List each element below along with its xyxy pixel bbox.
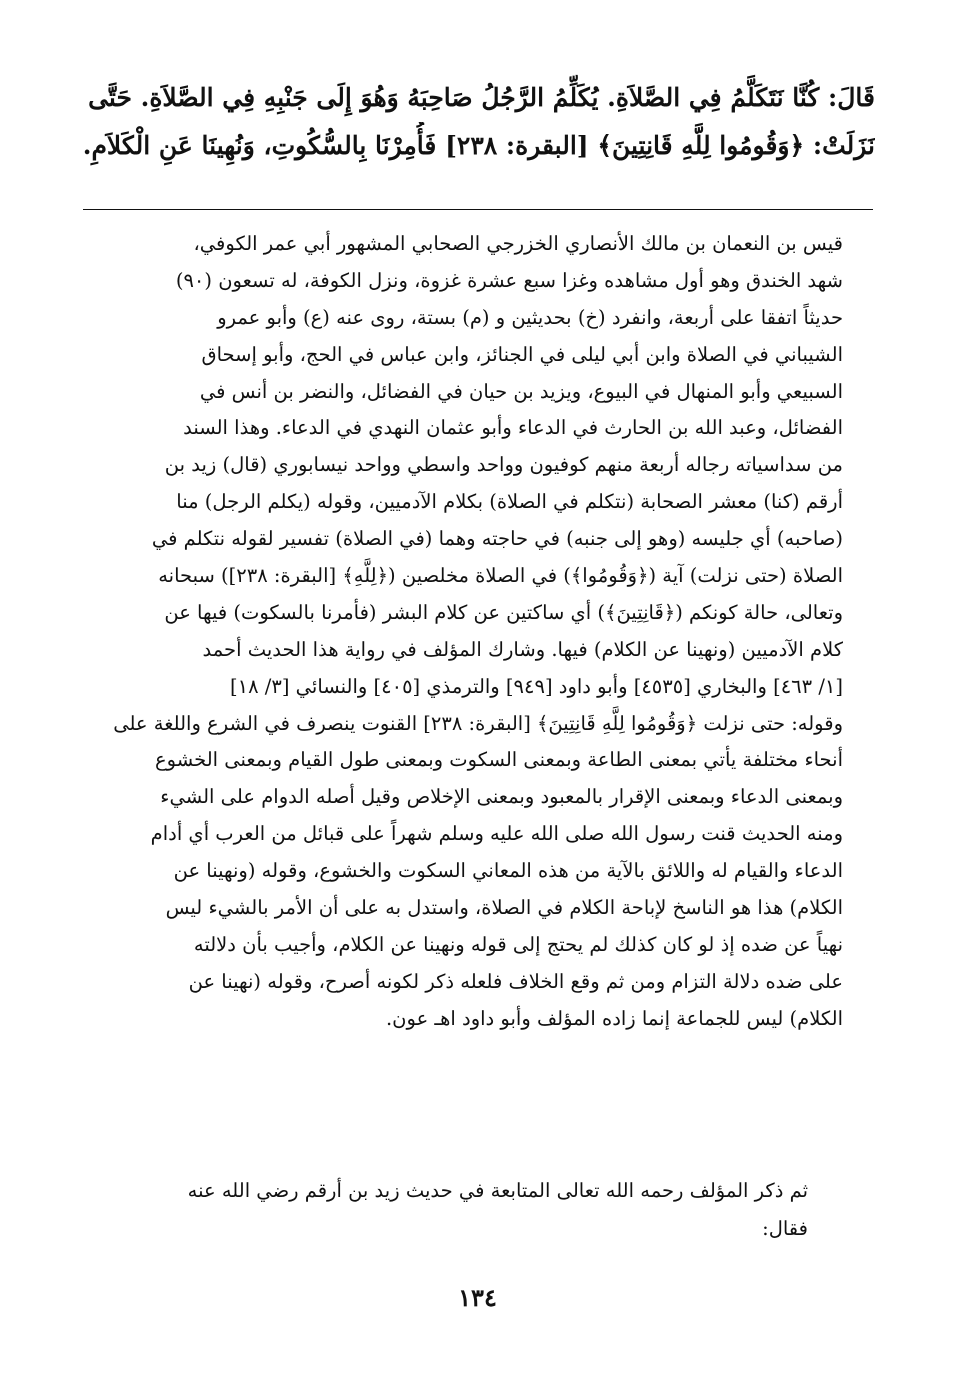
commentary-line: على ضده دلالة التزام ومن ثم وقع الخلاف فلعله ذكر لكونه أصرح، وقوله (نهينا عن: [188, 969, 843, 993]
commentary-text: [78, 226, 843, 1038]
commentary-line: وتعالى، حالة كونكم (﴿قَانِتِينَ﴾) أي ساكتين عن كلام البشر (فأمرنا بالسكوت) فيها عن: [164, 600, 843, 624]
commentary-line: الدعاء والقيام له واللائق بالآية من هذه المعاني السكوت والخشوع، وقوله (ونهينا عن: [173, 859, 843, 883]
commentary-line: (صاحبه) أي جليسه (وهو إلى جنبه) في حاجته وهما (في الصلاة) تفسير لقوله نتكلم في: [151, 527, 843, 551]
page-number: ١٣٤: [458, 1283, 497, 1312]
commentary-line: الكلام) هذا هو الناسخ لإباحة الكلام في الصلاة، واستدل به على أن الأمر بالشيء ليس: [165, 896, 843, 920]
commentary-line: الصلاة (حتى نزلت) آية (﴿وَقُومُوا﴾) في الصلاة مخلصين (﴿لِلَّهِ﴾ [البقرة: ٢٣٨]) سبحانه: [158, 564, 843, 588]
footnote-divider: [83, 209, 873, 210]
commentary-line: وقوله: حتى نزلت ﴿وَقُومُوا لِلَّهِ قَانِتِينَ﴾ [البقرة: ٢٣٨] القنوت ينصرف في الشرع واللغة على: [113, 711, 843, 735]
hadith-line: قَالَ: كُنَّا نَتَكَلَّمُ فِي الصَّلاَةِ. يُكَلِّمُ الرَّجُلُ صَاحِبَهُ وَهُوَ إِلَى جَنْبِهِ فِي الصَّلاَةِ. حَتَّى: [88, 83, 875, 112]
commentary-line: الكلام) ليس للجماعة إنما زاده المؤلف وأبو داود اهـ عون.: [385, 1006, 843, 1030]
commentary-line: الفضائل، وعبد الله بن الحارث في الدعاء وأبو عثمان النهدي في الدعاء. وهذا السند: [183, 416, 843, 440]
commentary-line: أرقم (كنا) معشر الصحابة (نتكلم في الصلاة) بكلام الآدميين، وقوله (يكلم الرجل) منا: [176, 490, 843, 514]
commentary-line: شهد الخندق وهو أول مشاهده وغزا سبع عشرة غزوة، ونزل الكوفة، له تسعون (٩٠): [175, 268, 843, 292]
closing-text: [78, 1172, 808, 1248]
commentary-line: حديثاً اتفقا على أربعة، وانفرد (خ) بحديثين و (م) بستة، روى عنه (ع) وأبو عمرو: [217, 305, 843, 329]
commentary-line: [١/ ٤٦٣] والبخاري [٤٥٣٥] وأبو داود [٩٤٩] والترمذي [٤٠٥] والنسائي [٣/ ١٨]: [230, 674, 843, 698]
commentary-line: كلام الآدميين (ونهينا عن الكلام) فيها. وشارك المؤلف في رواية هذا الحديث أحمد: [202, 637, 843, 661]
commentary-line: نهياً عن ضده إذ لو كان كذلك لم يحتج إلى قوله ونهينا عن الكلام، وأجيب بأن دلالته: [193, 932, 843, 956]
commentary-line: وبمعنى الدعاء وبمعنى الإقرار بالمعبود وبمعنى الإخلاص وقيل أصله الدوام على الشيء: [160, 785, 843, 809]
commentary-line: الشيباني في الصلاة وابن أبي ليلى في الجنائز، وابن عباس في الحج، وأبو إسحاق: [201, 342, 843, 366]
closing-line: فقال:: [762, 1217, 808, 1240]
commentary-line: أنحاء مختلفة يأتي بمعنى الطاعة وبمعنى السكوت وبمعنى طول القيام وبمعنى الخشوع: [155, 748, 843, 772]
hadith-line: نَزَلَتْ: ﴿وَقُومُوا لِلَّهِ قَانِتِينَ﴾ [البقرة: ٢٣٨] فَأُمِرْنَا بِالسُّكُوتِ، وَنُهِينَا عَنِ الْكَلاَمِ.: [82, 131, 875, 160]
closing-line: ثم ذكر المؤلف رحمه الله تعالى المتابعة في حديث زيد بن أرقم رضي الله عنه: [187, 1179, 808, 1202]
hadith-text: [70, 74, 875, 170]
commentary-line: ومنه الحديث قنت رسول الله صلى الله عليه وسلم شهراً على قبائل من العرب أي أدام: [150, 822, 843, 846]
commentary-line: قيس بن النعمان بن مالك الأنصاري الخزرجي الصحابي المشهور أبي عمر الكوفي،: [193, 232, 843, 255]
commentary-line: السبيعي وأبو المنهال في البيوع، ويزيد بن حيان في الفضائل، والنضر بن أنس في: [199, 379, 843, 403]
commentary-line: من سداسياته رجاله أربعة منهم كوفيون وواحد واسطي وواحد نيسابوري (قال) زيد بن: [164, 453, 843, 477]
